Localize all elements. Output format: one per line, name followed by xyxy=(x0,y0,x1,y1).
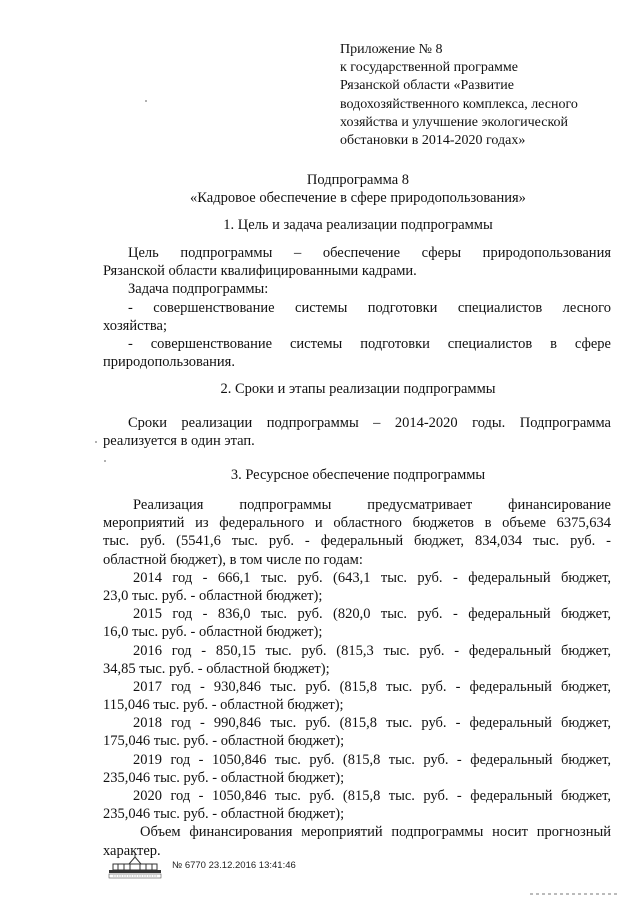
registry-stamp-icon xyxy=(105,853,165,879)
task-line: - совершенствование системы подготовки специалистов в сфере xyxy=(128,335,611,352)
closing-line: Объем финансирования мероприятий подпрограммы носит прогнозный xyxy=(140,824,611,841)
year-funding-line: 34,85 тыс. руб. - областной бюджет); xyxy=(103,660,330,677)
terms-line: Сроки реализации подпрограммы – 2014-2020 годы. Подпрограмма xyxy=(128,415,611,431)
task-line: хозяйства; xyxy=(103,317,167,334)
funding-intro-line: тыс. руб. (5541,6 тыс. руб. - федеральный бюджет, 834,034 тыс. руб. - xyxy=(103,533,611,550)
appendix-header xyxy=(340,41,630,150)
subprogram-title: Подпрограмма 8 xyxy=(306,172,410,188)
scan-speck xyxy=(95,441,97,443)
year-funding-line: 2016 год - 850,15 тыс. руб. (815,3 тыс. руб. - федеральный бюджет, xyxy=(133,642,611,659)
year-funding-line: 2014 год - 666,1 тыс. руб. (643,1 тыс. руб. - федеральный бюджет, xyxy=(133,569,611,586)
year-funding-line: 2015 год - 836,0 тыс. руб. (820,0 тыс. руб. - федеральный бюджет, xyxy=(133,606,611,623)
year-funding-line: 2019 год - 1050,846 тыс. руб. (815,8 тыс. руб. - федеральный бюджет, xyxy=(133,751,611,768)
tasks-label: Задача подпрограммы: xyxy=(128,281,269,298)
year-funding-line: 175,046 тыс. руб. - областной бюджет); xyxy=(103,733,345,750)
year-funding-line: 23,0 тыс. руб. - областной бюджет); xyxy=(103,587,323,604)
section3-body xyxy=(103,496,611,860)
registration-stamp: № 6770 23.12.2016 13:41:46 xyxy=(172,860,296,871)
section1-body xyxy=(103,244,611,371)
appendix-line: обстановки в 2014-2020 годах» xyxy=(340,133,526,149)
funding-intro-line: Реализация подпрограммы предусматривает финансирование xyxy=(133,497,611,513)
scan-speck xyxy=(104,460,106,462)
year-funding-line: 235,046 тыс. руб. - областной бюджет); xyxy=(103,769,345,786)
section2-heading: 2. Сроки и этапы реализации подпрограммы xyxy=(220,381,496,397)
year-funding-line: 2017 год - 930,846 тыс. руб. (815,8 тыс. руб. - федеральный бюджет, xyxy=(133,678,611,695)
closing-line: характер. xyxy=(103,842,161,859)
task-line: природопользования. xyxy=(103,354,235,371)
scan-speck xyxy=(145,100,147,102)
appendix-line: водохозяйственного комплекса, лесного xyxy=(340,96,578,112)
goal-line: Рязанской области квалифицированными кадрами. xyxy=(103,263,417,280)
section2-body xyxy=(103,414,611,450)
appendix-line: хозяйства и улучшение экологической xyxy=(340,114,569,130)
funding-intro-line: областной бюджет), в том числе по годам: xyxy=(103,551,363,568)
year-funding-line: 235,046 тыс. руб. - областной бюджет); xyxy=(103,806,345,823)
appendix-line: Рязанской области «Развитие xyxy=(340,78,514,94)
scan-edge-noise xyxy=(530,893,620,895)
appendix-line: Приложение № 8 xyxy=(340,42,443,57)
year-funding-line: 2020 год - 1050,846 тыс. руб. (815,8 тыс. руб. - федеральный бюджет, xyxy=(133,788,611,804)
terms-line: реализуется в один этап. xyxy=(103,433,255,450)
year-funding-line: 16,0 тыс. руб. - областной бюджет); xyxy=(103,624,323,641)
appendix-line: к государственной программе xyxy=(340,60,518,76)
task-line: - совершенствование системы подготовки специалистов лесного xyxy=(128,299,611,316)
section1-heading: 1. Цель и задача реализации подпрограммы xyxy=(223,217,493,233)
subprogram-subtitle: «Кадровое обеспечение в сфере природопользования» xyxy=(190,190,526,206)
goal-line: Цель подпрограммы – обеспечение сферы природопользования xyxy=(128,245,611,261)
funding-intro-line: мероприятий из федерального и областного бюджетов в объеме 6375,634 xyxy=(103,515,611,532)
year-funding-line: 2018 год - 990,846 тыс. руб. (815,8 тыс. руб. - федеральный бюджет, xyxy=(133,715,611,732)
section3-heading: 3. Ресурсное обеспечение подпрограммы xyxy=(230,467,486,483)
year-funding-line: 115,046 тыс. руб. - областной бюджет); xyxy=(103,697,344,714)
